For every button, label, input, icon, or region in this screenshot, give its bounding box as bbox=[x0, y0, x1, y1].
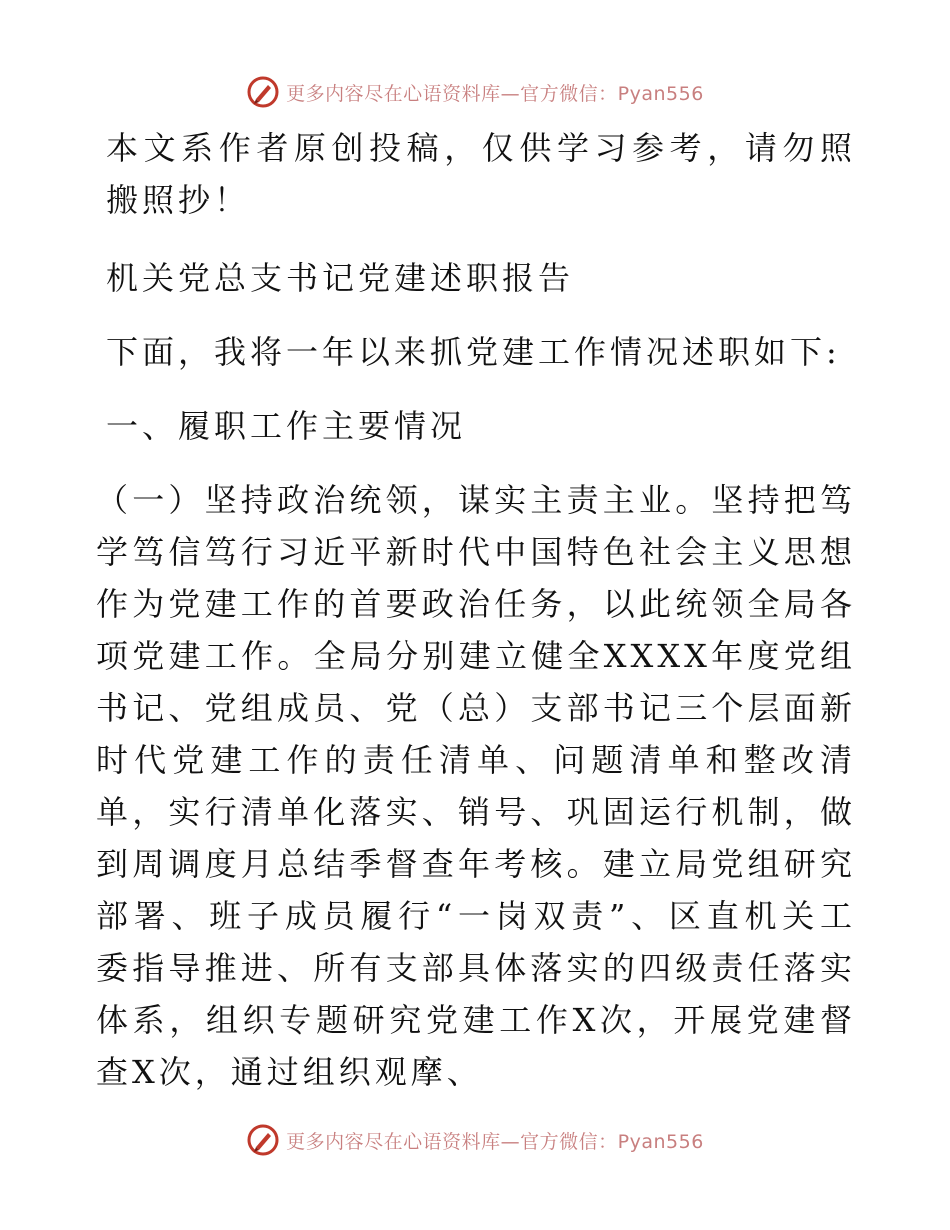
footer-watermark bbox=[0, 1120, 950, 1160]
pen-logo-icon bbox=[246, 75, 280, 109]
watermark-text: 更多内容尽在心语资料库—官方微信：Pyan556 bbox=[286, 82, 704, 105]
header-watermark bbox=[0, 72, 950, 112]
document-title: 机关党总支书记党建述职报告 bbox=[106, 259, 575, 297]
copyright-notice: 本文系作者原创投稿，仅供学习参考，请勿照搬照抄！ bbox=[106, 129, 856, 219]
document-body bbox=[96, 122, 856, 1098]
section-heading: 一、履职工作主要情况 bbox=[106, 407, 467, 445]
intro-paragraph: 下面，我将一年以来抓党建工作情况述职如下: bbox=[106, 333, 841, 371]
watermark-text: 更多内容尽在心语资料库—官方微信：Pyan556 bbox=[286, 1130, 704, 1153]
pen-logo-icon bbox=[246, 1123, 280, 1157]
body-paragraph: （一）坚持政治统领，谋实主责主业。坚持把笃学笃信笃行习近平新时代中国特色社会主义思想作为党建工作的首要政治任务，以此统领全局各项党建工作。全局分别建立健全XXXX年度党组书记、党组成员、党（总）支部书记三个层面新时代党建工作的责任清单、问题清单和整改清单，实行清单化落实、销号、巩固运行机制，做到周调度月总结季督查年考核。建立局党组研究部署、班子成员履行“一岗双责”、区直机关工委指导推进、所有支部具体落实的四级责任落实体系，组织专题研究党建工作X次，开展党建督查X次，通过组织观摩、 bbox=[96, 481, 856, 1091]
